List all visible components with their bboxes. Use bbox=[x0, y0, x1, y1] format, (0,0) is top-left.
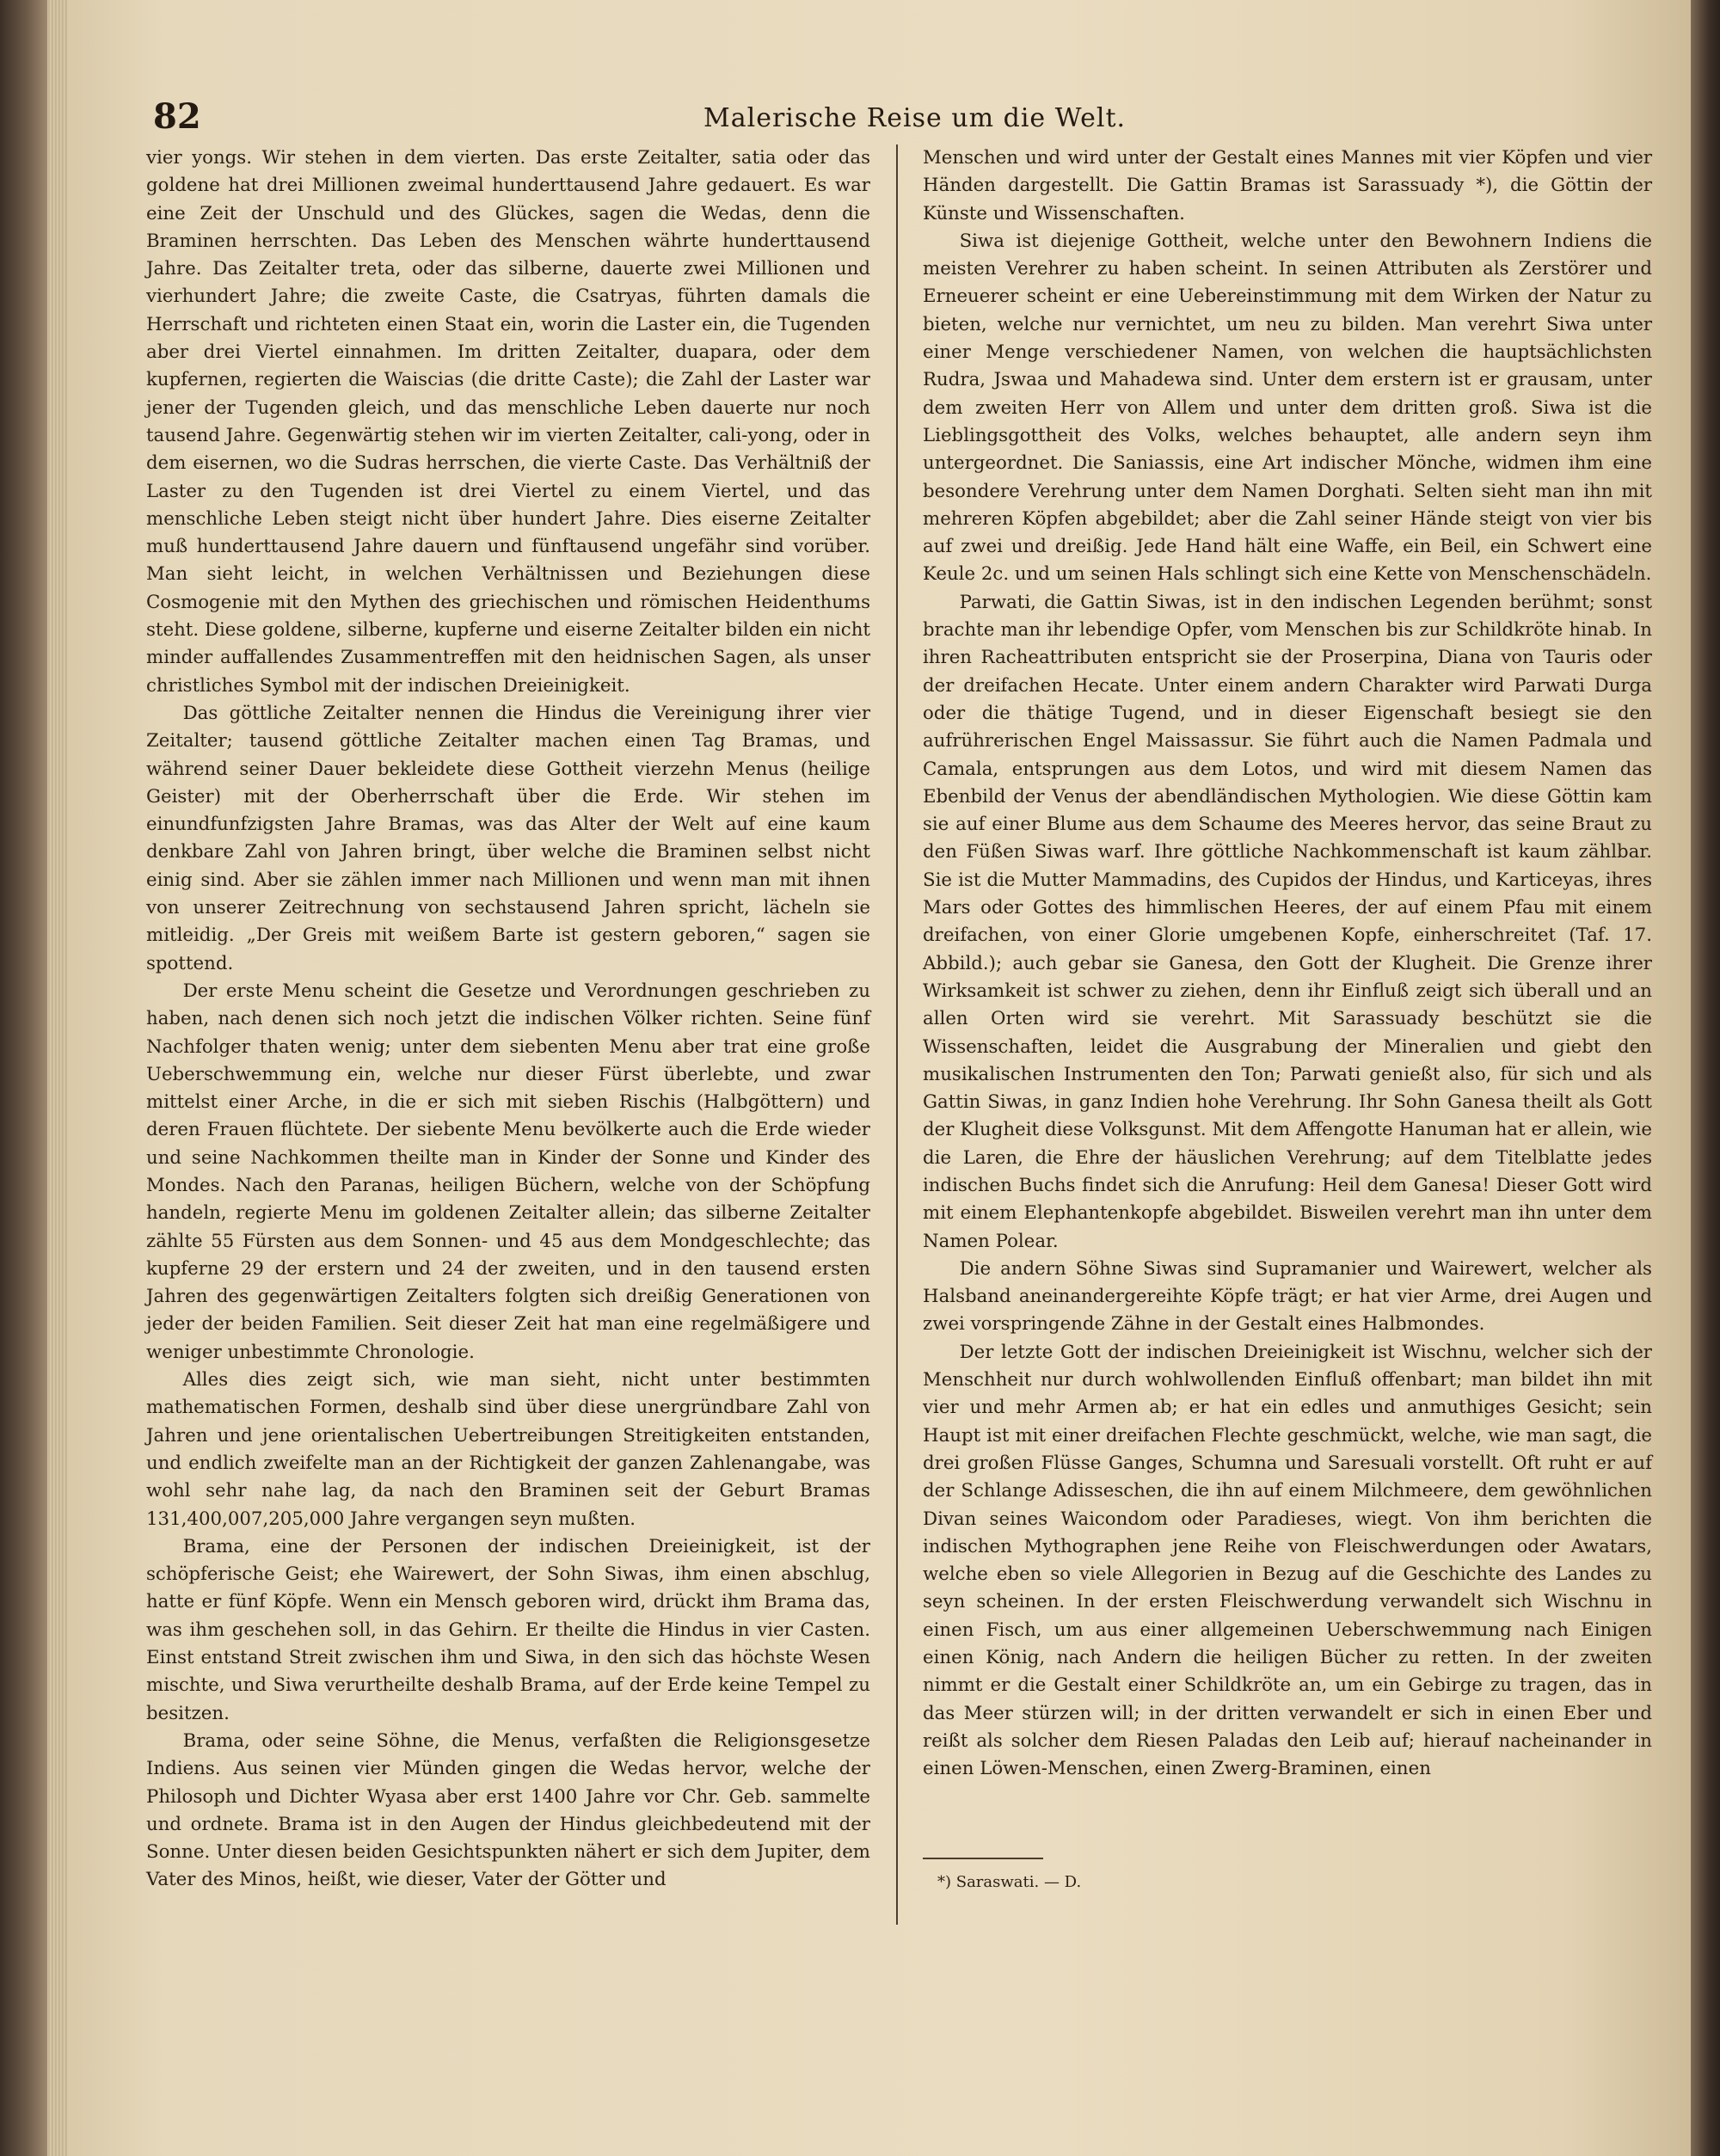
right-column bbox=[923, 144, 1652, 1784]
paragraph: Brama, eine der Personen der indischen Dreieinigkeit, ist der schöpferische Geist; ehe Wairewert, der Sohn Siwas, ihm einen abschlug, hatte er fünf Köpfe. Wenn ein Mensch geboren wird, drückt ihm Brama das, was ihm geschehen soll, in das Gehirn. Er theilte die Hindus in vier Casten. Einst entstand Streit zwischen ihm und Siwa, in den sich das höchste Wesen mischte, und Siwa verurtheilte deshalb Brama, auf der Erde keine Tempel zu besitzen. bbox=[146, 1535, 870, 1724]
paragraph: Brama, oder seine Söhne, die Menus, verfaßten die Religionsgesetze Indiens. Aus seinen vier Münden gingen die Wedas hervor, welche der Philosoph und Dichter Wyasa aber erst 1400 Jahre vor Chr. Geb. sammelte und ordnete. Brama ist in den Augen der Hindus gleichbedeutend mit der Sonne. Unter diesen beiden Gesichtspunkten nähert er sich dem Jupiter, dem Vater des Minos, heißt, wie dieser, Vater der Götter und bbox=[146, 1729, 870, 1891]
paragraph: Siwa ist diejenige Gottheit, welche unter den Bewohnern Indiens die meisten Verehrer zu haben scheint. In seinen Attributen als Zerstörer und Erneuerer scheint er eine Uebereinstimmung mit dem Wirken der Natur zu bieten, welche nur vernichtet, um neu zu bilden. Man verehrt Siwa unter einer Menge verschiedener Namen, von welchen die hauptsächlichsten Rudra, Jswaa und Mahadewa sind. Unter dem erstern ist er grausam, unter dem zweiten Herr von Allem und unter dem dritten groß. Siwa ist die Lieblingsgottheit des Volks, welches behauptet, alle andern seyn ihm untergeordnet. Die Saniassis, eine Art indischer Mönche, widmen ihm eine besondere Verehrung unter dem Namen Dorghati. Selten sieht man ihn mit mehreren Köpfen abgebildet; aber die Zahl seiner Hände steigt von vier bis auf zwei und dreißig. Jede Hand hält eine Waffe, ein Beil, ein Schwert eine Keule 2c. und um seinen Hals schlingt sich eine Kette von Menschenschädeln. bbox=[923, 230, 1652, 586]
page-number: 82 bbox=[153, 96, 201, 137]
footnote: *) Saraswati. — D. bbox=[937, 1873, 1082, 1891]
page-header bbox=[153, 96, 1127, 148]
right-page-edge bbox=[1691, 0, 1720, 2156]
running-title: Malerische Reise um die Welt. bbox=[703, 103, 1127, 133]
paragraph: Der erste Menu scheint die Gesetze und Verordnungen geschrieben zu haben, nach denen sich noch jetzt die indischen Völker richten. Seine fünf Nachfolger thaten wenig; unter dem siebenten Menu aber trat eine große Ueberschwemmung ein, welche nur dieser Fürst überlebte, und zwar mittelst einer Arche, in die er sich mit sieben Rischis (Halbgöttern) und deren Frauen flüchtete. Der siebente Menu bevölkerte auch die Erde wieder und seine Nachkommen theilte man in Kinder der Sonne und Kinder des Mondes. Nach den Paranas, heiligen Büchern, welche von der Schöpfung handeln, regierte Menu im goldenen Zeitalter allein; das silberne Zeitalter zählte 55 Fürsten aus dem Sonnen- und 45 aus dem Mondgeschlechte; das kupferne 29 der erstern und 24 der zweiten, und in den tausend ersten Jahren des gegenwärtigen Zeitalters folgten sich dreißig Generationen von jeder der beiden Familien. Seit dieser Zeit hat man eine regelmäßigere und weniger unbestimmte Chronologie. bbox=[146, 980, 870, 1363]
left-column bbox=[146, 144, 870, 1895]
paragraph: Parwati, die Gattin Siwas, ist in den indischen Legenden berühmt; sonst brachte man ihr lebendige Opfer, vom Menschen bis zur Schildkröte hinab. In ihren Racheattributen entspricht sie der Proserpina, Diana von Tauris oder der dreifachen Hecate. Unter einem andern Charakter wird Parwati Durga oder die thätige Tugend, und in dieser Eigenschaft besiegt sie den aufrührerischen Engel Maissassur. Sie führt auch die Namen Padmala und Camala, entsprungen aus dem Lotos, und wird mit diesem Namen das Ebenbild der Venus der abendländischen Mythologien. Wie diese Göttin kam sie auf einer Blume aus dem Schaume des Meeres hervor, das seine Braut zu den Füßen Siwas warf. Ihre göttliche Nachkommenschaft ist kaum zählbar. Sie ist die Mutter Mammadins, des Cupidos der Hindus, und Karticeyas, ihres Mars oder Gottes des himmlischen Heeres, der auf einem Pfau mit einem dreifachen, von einer Glorie umgebenen Kopfe, einherschreitet (Taf. 17. Abbild.); auch gebar sie Ganesa, den Gott der Klugheit. Die Grenze ihrer Wirksamkeit ist schwer zu ziehen, denn ihr Einfluß zeigt sich überall und an allen Orten wird sie verehrt. Mit Sarassuady beschützt sie die Wissenschaften, leidet die Ausgrabung der Mineralien und giebt den musikalischen Instrumenten den Ton; Parwati genießt also, für sich und als Gattin Siwas, in ganz Indien hohe Verehrung. Ihr Sohn Ganesa theilt als Gott der Klugheit diese Volksgunst. Mit dem Affengotte Hanuman hat er allein, wie die Laren, die Ehre der häuslichen Verehrung; auf dem Titelblatte jedes indischen Buchs findet sich die Anrufung: Heil dem Ganesa! Dieser Gott wird mit einem Elephantenkopfe abgebildet. Bisweilen verehrt man ihn unter dem Namen Polear. bbox=[923, 591, 1652, 1252]
paragraph: Alles dies zeigt sich, wie man sieht, nicht unter bestimmten mathematischen Formen, deshalb sind über diese unergründbare Zahl von Jahren und jene orientalischen Uebertreibungen Streitigkeiten entstanden, und endlich zweifelte man an der Richtigkeit der ganzen Zahlenangabe, was wohl sehr nahe lag, da nach den Braminen seit der Geburt Bramas 131,400,007,205,000 Jahre vergangen seyn mußten. bbox=[146, 1369, 870, 1530]
paragraph: Menschen und wird unter der Gestalt eines Mannes mit vier Köpfen und vier Händen dargestellt. Die Gattin Bramas ist Sarassuady *), die Göttin der Künste und Wissenschaften. bbox=[923, 147, 1652, 224]
paragraph: Die andern Söhne Siwas sind Supramanier und Wairewert, welcher als Halsband aneinandergereihte Köpfe trägt; er hat vier Arme, drei Augen und zwei vorspringende Zähne in der Gestalt eines Halbmondes. bbox=[923, 1257, 1652, 1336]
paragraph: Der letzte Gott der indischen Dreieinigkeit ist Wischnu, welcher sich der Menschheit nur durch wohlwollenden Einfluß offenbart; man bildet ihn mit vier und mehr Armen ab; er hat ein edles und anmuthiges Gesicht; sein Haupt ist mit einer dreifachen Flechte geschmückt, welche, wie man sagt, die drei großen Flüsse Ganges, Schumna und Saresuali vorstellt. Oft ruht er auf der Schlange Adisseschen, die ihn auf einem Milchmeere, dem gewöhnlichen Divan seines Waicondom oder Paradieses, wiegt. Von ihm berichten die indischen Mythographen jene Reihe von Fleischwerdungen oder Awatars, welche eben so viele Allegorien in Bezug auf die Geschichte des Landes zu seyn scheinen. In der ersten Fleischwerdung verwandelt sich Wischnu in einen Fisch, um aus einer allgemeinen Ueberschwemmung nach Einigen einen König, nach Andern die heiligen Bücher zu retten. In der zweiten nimmt er die Gestalt einer Schildkröte an, um ein Gebirge zu tragen, das in das Meer stürzen will; in der dritten verwandelt er sich in einen Eber und reißt als solcher dem Riesen Paladas den Leib auf; hierauf nacheinander in einen Löwen-Menschen, einen Zwerg-Braminen, einen bbox=[923, 1341, 1652, 1780]
paragraph: vier yongs. Wir stehen in dem vierten. Das erste Zeitalter, satia oder das goldene hat drei Millionen zweimal hunderttausend Jahre gedauert. Es war eine Zeit der Unschuld und des Glückes, sagen die Wedas, denn die Braminen herrschten. Das Leben des Menschen währte hunderttausend Jahre. Das Zeitalter treta, oder das silberne, dauerte zwei Millionen und vierhundert Jahre; die zweite Caste, die Csatryas, führten damals die Herrschaft und richteten einen Staat ein, worin die Laster ein, die Tugenden aber drei Viertel einnahmen. Im dritten Zeitalter, duapara, oder dem kupfernen, regierten die Waiscias (die dritte Caste); die Zahl der Laster war jener der Tugenden gleich, und das menschliche Leben dauerte nur noch tausend Jahre. Gegenwärtig stehen wir im vierten Zeitalter, cali-yong, oder in dem eisernen, wo die Sudras herrschen, die vierte Caste. Das Verhältniß der Laster zu den Tugenden ist drei Viertel zu einem Viertel, und das menschliche Leben steigt nicht über hundert Jahre. Dies eiserne Zeitalter muß hunderttausend Jahre dauern und fünftausend ungefähr sind vorüber. Man sieht leicht, in welchen Verhältnissen und Beziehungen diese Cosmogenie mit den Mythen des griechischen und römischen Heidenthums steht. Diese goldene, silberne, kupferne und eiserne Zeitalter bilden ein nicht minder auffallendes Zusammentreffen mit den heidnischen Sagen, als unser christliches Symbol mit der indischen Dreieinigkeit. bbox=[146, 147, 870, 697]
footnote-rule bbox=[923, 1858, 1043, 1859]
paragraph: Das göttliche Zeitalter nennen die Hindus die Vereinigung ihrer vier Zeitalter; tausend göttliche Zeitalter machen einen Tag Bramas, und während seiner Dauer bekleidete diese Gottheit vierzehn Menus (heilige Geister) mit der Oberherrschaft über die Erde. Wir stehen im einundfunfzigsten Jahre Bramas, was das Alter der Welt auf eine kaum denkbare Zahl von Jahren bringt, über welche die Braminen selbst nicht einig sind. Aber sie zählen immer nach Millionen und wenn man mit ihnen von unserer Zeitrechnung von sechstausend Jahren spricht, lächeln sie mitleidig. „Der Greis mit weißem Barte ist gestern geboren,“ sagen sie spottend. bbox=[146, 702, 870, 974]
column-divider bbox=[896, 144, 898, 1925]
